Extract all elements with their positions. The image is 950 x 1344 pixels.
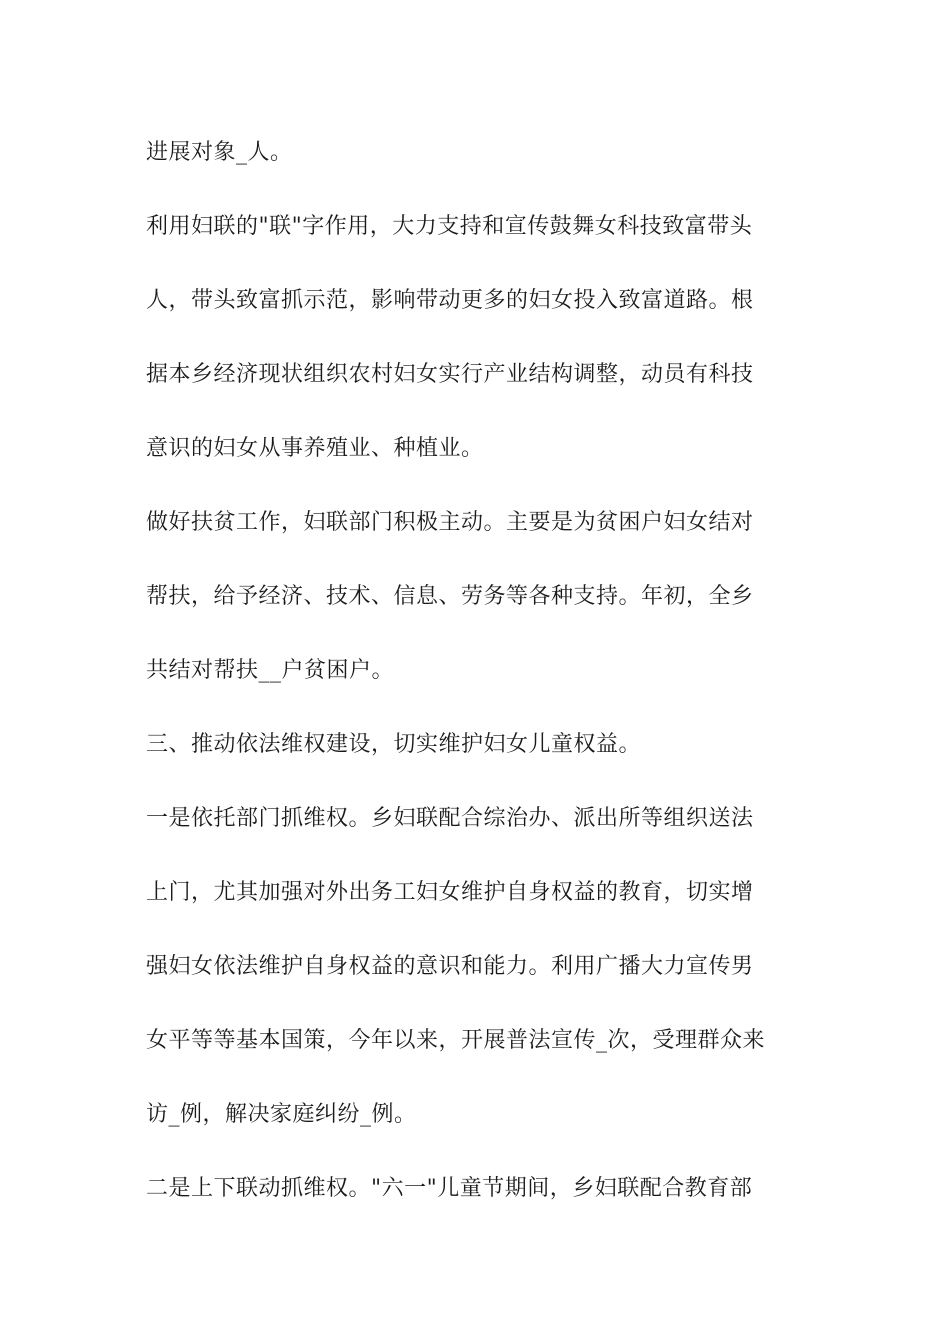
text-line: 利用妇联的"联"字作用，大力支持和宣传鼓舞女科技致富带头 bbox=[146, 214, 753, 239]
text-line: 进展对象_人。 bbox=[146, 140, 293, 165]
text-line: 女平等等基本国策，今年以来，开展普法宣传_次，受理群众来 bbox=[146, 1028, 766, 1053]
section-heading: 三、推动依法维权建设，切实维护妇女儿童权益。 bbox=[146, 732, 642, 757]
text-line: 共结对帮扶__户贫困户。 bbox=[146, 658, 395, 683]
text-line: 一是依托部门抓维权。乡妇联配合综治办、派出所等组织送法 bbox=[146, 806, 754, 831]
text-line: 强妇女依法维护自身权益的意识和能力。利用广播大力宣传男 bbox=[146, 954, 754, 979]
text-line: 帮扶，给予经济、技术、信息、劳务等各种支持。年初，全乡 bbox=[146, 584, 754, 609]
text-line: 意识的妇女从事养殖业、种植业。 bbox=[146, 436, 484, 461]
text-line: 做好扶贫工作，妇联部门积极主动。主要是为贫困户妇女结对 bbox=[146, 510, 754, 535]
text-line: 人，带头致富抓示范，影响带动更多的妇女投入致富道路。根 bbox=[146, 288, 754, 313]
text-line: 二是上下联动抓维权。"六一"儿童节期间，乡妇联配合教育部 bbox=[146, 1176, 753, 1201]
text-line: 上门，尤其加强对外出务工妇女维护自身权益的教育，切实增 bbox=[146, 880, 754, 905]
text-line: 据本乡经济现状组织农村妇女实行产业结构调整，动员有科技 bbox=[146, 362, 754, 387]
text-line: 访_例，解决家庭纠纷_例。 bbox=[146, 1102, 417, 1127]
